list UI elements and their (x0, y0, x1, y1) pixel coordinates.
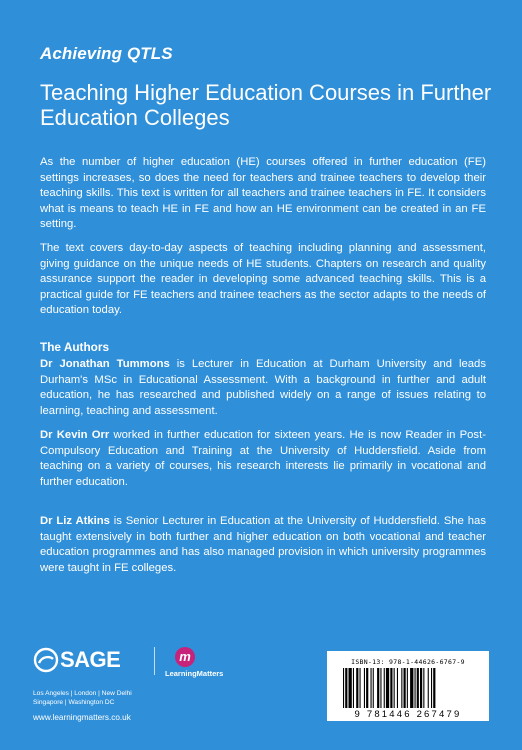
author-bio-orr (40, 428, 486, 490)
barcode-bar (417, 668, 419, 708)
barcode-bar (428, 668, 429, 708)
authors-heading: The Authors (40, 340, 110, 354)
barcode-bar (349, 668, 352, 708)
description-paragraph-1: As the number of higher education (HE) courses offered in further education (FE) settings increases, so does the need for teachers and trainee teachers to develop their teaching skills. This text is written for all teachers and trainee teachers in FE. It considers what is means to teach HE in FE and how an HE environment can be created in an FE setting. (40, 156, 486, 231)
barcode-bar (390, 668, 392, 708)
barcode-bar (353, 668, 354, 708)
barcode-bar (407, 668, 408, 708)
learning-matters-wordmark: LearningMatters (165, 669, 224, 678)
barcode-bars-icon (343, 668, 473, 708)
barcode-bar (343, 668, 344, 708)
publisher-cities (33, 689, 132, 707)
learning-matters-mark-icon: m (175, 647, 195, 667)
barcode-bar (397, 668, 398, 708)
barcode-bar (404, 668, 406, 708)
author-name: Dr Jonathan Tummons (40, 358, 170, 370)
publisher-logos (33, 645, 313, 685)
barcode-bar (394, 668, 395, 708)
learning-matters-logo (165, 647, 275, 681)
barcode-bar (415, 668, 416, 708)
author-bio-text: is Senior Lecturer in Education at the University of Huddersfield. She has taught extensively in both further and higher education on both vocational and teacher education programmes and has also managed provision in which university programmes were taught in FE colleges. (40, 515, 486, 574)
barcode-bar (371, 668, 372, 708)
barcode-bar (377, 668, 379, 708)
barcode-bar (433, 668, 435, 708)
isbn-text: ISBN-13: 978-1-44626-6767-9 (351, 658, 465, 666)
barcode-bar (384, 668, 385, 708)
author-bio-text: worked in further education for sixteen years. He is now Reader in Post-Compulsory Education and Training at the University of Huddersfield. Aside from teaching on a variety of courses, his research interests lie primarily in vocational and further education. (40, 429, 486, 488)
description-paragraph-2: The text covers day-to-day aspects of teaching including planning and assessment, giving guidance on the unique needs of HE students. Chapters on research and quality assurance support the reader in developing some advanced teaching skills. This is a practical guide for FE teachers and trainee teachers as the sector adapts to the needs of education today. (40, 242, 486, 317)
barcode-bar (356, 668, 358, 708)
logo-divider (154, 647, 155, 675)
author-bio-tummons (40, 357, 486, 419)
cities-line-2: Singapore | Washington DC (33, 699, 115, 706)
barcode-bar (364, 668, 365, 708)
author-bio-atkins (40, 514, 486, 576)
sage-swoosh-icon (33, 647, 59, 673)
barcode-bar (360, 668, 361, 708)
barcode (327, 651, 489, 721)
sage-wordmark: SAGE (60, 647, 121, 672)
barcode-bar (401, 668, 402, 708)
barcode-bar (420, 668, 422, 708)
cities-line-1: Los Angeles | London | New Delhi (33, 690, 132, 697)
author-name: Dr Kevin Orr (40, 429, 110, 441)
barcode-bar (366, 668, 368, 708)
barcode-bar (345, 668, 347, 708)
barcode-bar (373, 668, 374, 708)
author-bio-text: is Lecturer in Education at Durham University and leads Durham's MSc in Educational Assessment. With a background in further and adult education, he has researched and published widely on a range of issues relating to learning, teaching and assessment. (40, 358, 486, 417)
barcode-bar (386, 668, 389, 708)
series-title: Achieving QTLS (40, 44, 173, 63)
book-title: Teaching Higher Education Courses in Further Education Colleges (40, 80, 492, 130)
barcode-bar (410, 668, 413, 708)
author-name: Dr Liz Atkins (40, 515, 110, 527)
barcode-bar (431, 668, 432, 708)
publisher-website: www.learningmatters.co.uk (33, 713, 131, 722)
barcode-bar (423, 668, 424, 708)
barcode-digits: 9 781446 267479 (354, 709, 462, 720)
sage-logo (33, 647, 120, 673)
barcode-bar (380, 668, 381, 708)
